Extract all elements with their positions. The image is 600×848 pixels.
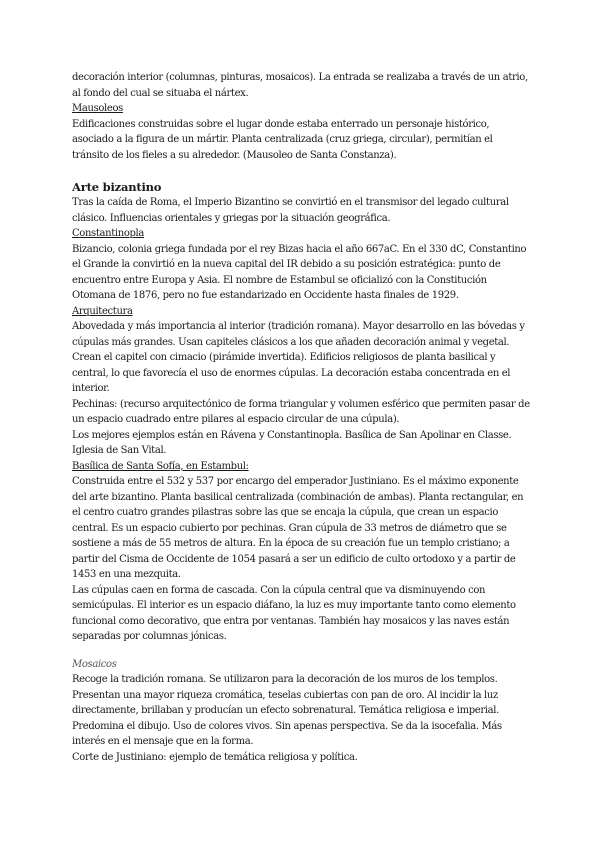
constantinopla-paragraph: Bizancio, colonia griega fundada por el rey Bizas hacia el año 667aC. En el 330 dC, Constantino el Grande la convirtió en la nueva capital del IR debido a su posición estratégica: punto de encuentro entre Europa y Asia. El nombre de Estambul se oficializó con la Constitución Otomana de 1876, pero no fue estandarizado en Occidente hasta finales de 1929.: [72, 243, 527, 301]
arquitectura-paragraph-3: Los mejores ejemplos están en Rávena y Constantinopla. Basílica de San Apolinar en Classe. Iglesia de San Vital.: [72, 429, 512, 456]
arquitectura-paragraph-1: Abovedada y más importancia al interior (tradición romana). Mayor desarrollo en las bóvedas y cúpulas más grandes. Usan capiteles clásicos a los que añaden decoración animal y vegetal. Crean el capitel con cimacio (pirámide invertida). Edificios religiosos de planta basilical y central, lo que favorecía el uso de enormes cúpulas. La decoración estaba concentrada en el interior.: [72, 321, 525, 394]
mausoleos-heading: Mausoleos: [72, 103, 123, 114]
mosaicos-paragraph-1: Recoge la tradición romana. Se utilizaron para la decoración de los muros de los templos. Presentan una mayor riqueza cromática, teselas cubiertas con pan de oro. Al incidir la luz directamente, brillaban y producían un efecto sobrenatural. Temática religiosa e imperial. Predomina el dibujo. Uso de colores vivos. Sin apenas perspectiva. Se da la isocefalia. Más interés en el mensaje que en la forma.: [72, 674, 502, 747]
santa-sofia-heading: Basílica de Santa Sofía, en Estambul:: [72, 460, 249, 472]
santa-sofia-paragraph-2: Las cúpulas caen en forma de cascada. Con la cúpula central que va disminuyendo con semicúpulas. El interior es un espacio diáfano, la luz es muy importante tanto como elemento funcional como decorativo, que entra por ventanas. También hay mosaicos y las naves están separadas por columnas jónicas.: [72, 584, 516, 642]
constantinopla-heading: Constantinopla: [72, 228, 145, 239]
arte-bizantino-heading: Arte bizantino: [72, 180, 162, 194]
arquitectura-heading: Arquitectura: [72, 305, 133, 317]
arquitectura-paragraph-2: Pechinas: (recurso arquitectónico de forma triangular y volumen esférico que permiten pasar de un espacio cuadrado entre pilares al espacio circular de una cúpula).: [72, 398, 530, 425]
mausoleos-paragraph: Edificaciones construidas sobre el lugar donde estaba enterrado un personaje histórico, asociado a la figura de un mártir. Planta centralizada (cruz griega, circular), permitían el tránsito de los fieles a su alrededor. (Mausoleo de Santa Constanza).: [72, 118, 493, 161]
mosaicos-paragraph-2: Corte de Justiniano: ejemplo de temática religiosa y política.: [72, 751, 358, 763]
mosaicos-heading: Mosaicos: [72, 658, 117, 670]
intro-paragraph: decoración interior (columnas, pinturas, mosaicos). La entrada se realizaba a través de un atrio, al fondo del cual se situaba el nártex.: [72, 72, 528, 99]
santa-sofia-paragraph-1: Construida entre el 532 y 537 por encargo del emperador Justiniano. Es el máximo exponente del arte bizantino. Planta basilical centralizada (combinación de ambas). Planta rectangular, en el centro cuatro grandes pilastras sobre las que se encaja la cúpula, que crean un espacio central. Es un espacio cubierto por pechinas. Gran cúpula de 33 metros de diámetro que se sostiene a más de 55 metros de altura. En la época de su creación fue un templo cristiano; a partir del Cisma de Occidente de 1054 pasará a ser un edificio de culto ortodoxo y a partir de 1453 en una mezquita.: [72, 476, 524, 580]
arte-bizantino-intro: Tras la caída de Roma, el Imperio Bizantino se convirtió en el transmisor del legado cultural clásico. Influencias orientales y griegas por la situación geográfica.: [72, 197, 509, 224]
